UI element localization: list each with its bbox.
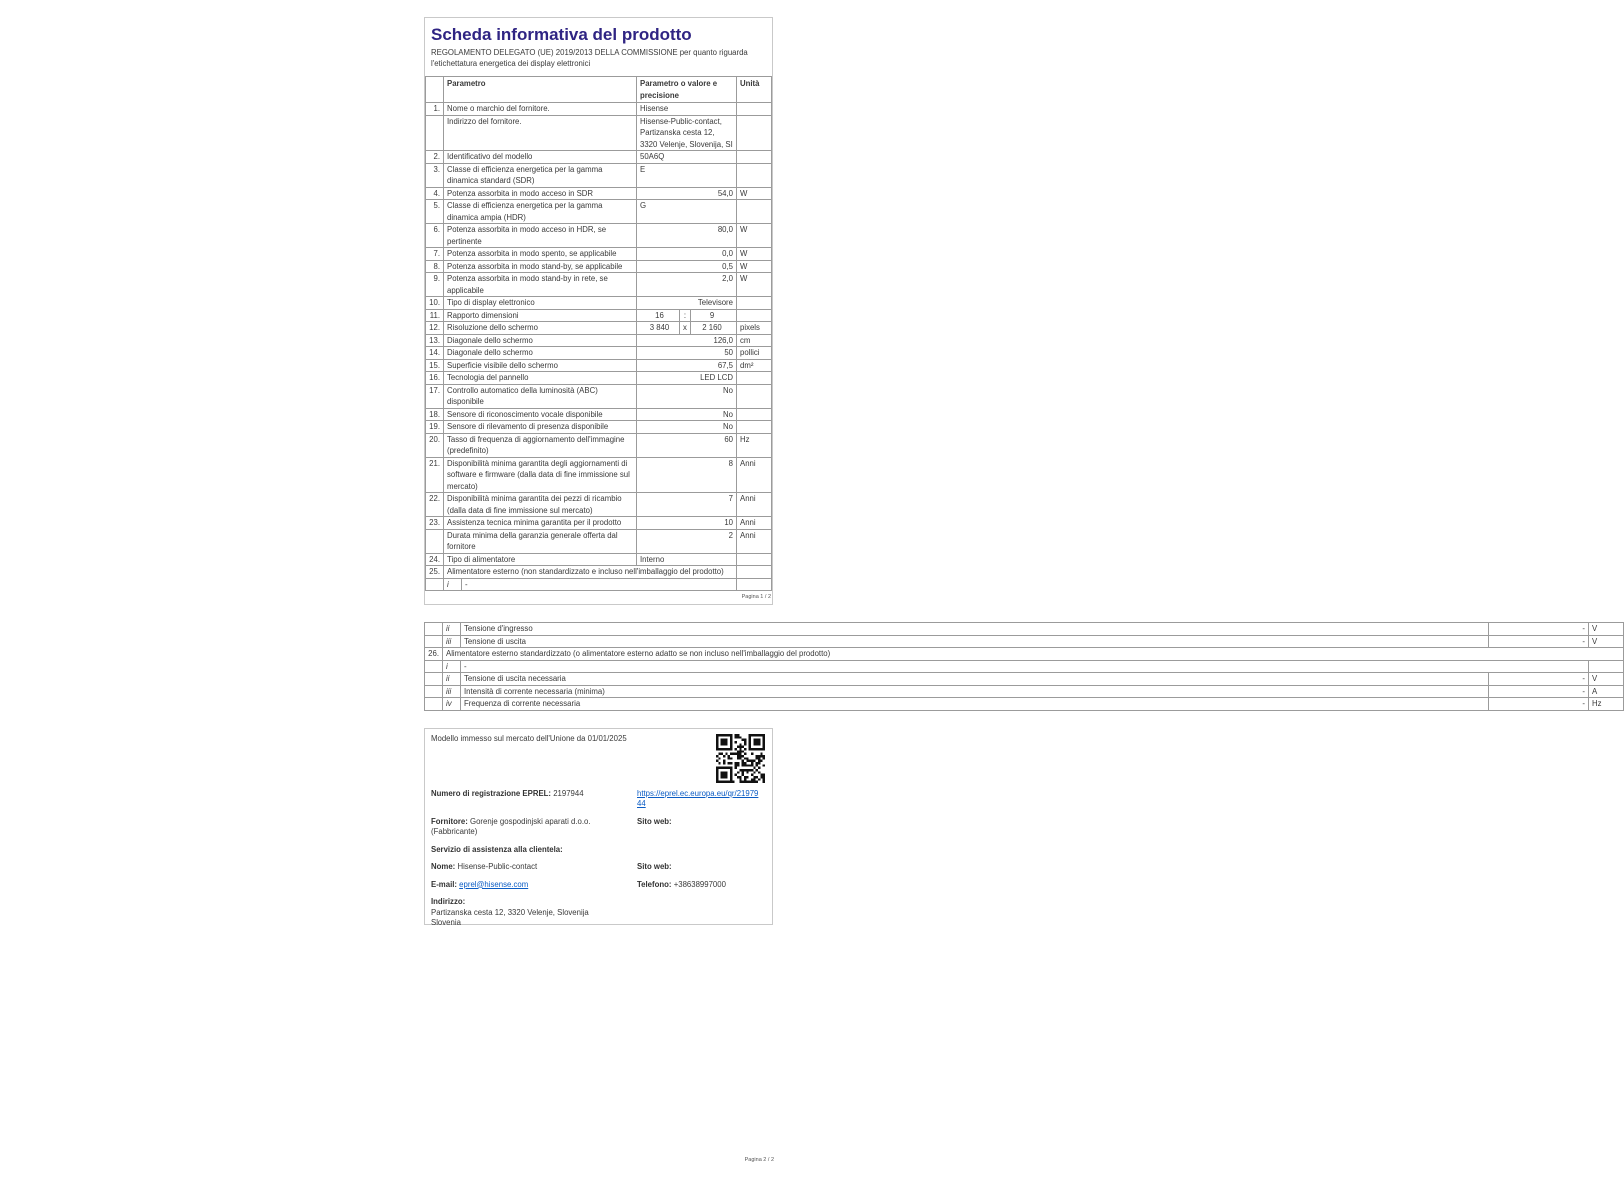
parameter-cell: Potenza assorbita in modo spento, se applicabile xyxy=(444,248,637,261)
unit-cell: W xyxy=(737,260,772,273)
value-cell: LED LCD xyxy=(637,372,737,385)
row-number-cell: 23. xyxy=(426,517,444,530)
parameter-cell: Alimentatore esterno (non standardizzato e incluso nell'imballaggio del prodotto) xyxy=(444,566,737,579)
row-number-cell: 3. xyxy=(426,163,444,187)
row-number-cell: 20. xyxy=(426,433,444,457)
unit-cell xyxy=(737,200,772,224)
value-cell: 60 xyxy=(637,433,737,457)
unit-cell xyxy=(737,163,772,187)
table-row xyxy=(426,187,772,200)
row-number-cell: 4. xyxy=(426,187,444,200)
supplier-label: Fornitore: xyxy=(431,816,468,826)
unit-cell xyxy=(737,578,772,591)
name-label: Nome: xyxy=(431,862,456,871)
value-cell: 8 xyxy=(637,457,737,493)
unit-cell: Hz xyxy=(1589,698,1624,711)
row-number-cell: 24. xyxy=(426,553,444,566)
value-cell: No xyxy=(637,384,737,408)
parameter-cell: Tensione di uscita xyxy=(461,635,1489,648)
row-number-cell: 12. xyxy=(426,322,444,335)
unit-cell xyxy=(737,566,772,579)
unit-cell xyxy=(737,297,772,310)
row-number-cell xyxy=(426,529,444,553)
roman-index-cell: iii xyxy=(443,685,461,698)
row-number-cell: 21. xyxy=(426,457,444,493)
value-cell: 2 xyxy=(637,529,737,553)
row-number-cell: 9. xyxy=(426,273,444,297)
parameter-cell: Sensore di rilevamento di presenza disponibile xyxy=(444,421,637,434)
parameter-cell: Tasso di frequenza di aggiornamento dell'immagine (predefinito) xyxy=(444,433,637,457)
address-line-2: Slovenia xyxy=(431,918,461,927)
value-cell: Hisense-Public-contact, Partizanska cesta 12, 3320 Velenje, Slovenija, SI xyxy=(637,115,737,151)
parameter-cell: Rapporto dimensioni xyxy=(444,309,637,322)
parameter-cell: Disponibilità minima garantita dei pezzi di ricambio (dalla data di fine immissione sul mercato) xyxy=(444,493,637,517)
table-row xyxy=(426,163,772,187)
parameter-cell: Diagonale dello schermo xyxy=(444,334,637,347)
table-row xyxy=(426,273,772,297)
parameter-cell: Identificativo del modello xyxy=(444,151,637,164)
table-row xyxy=(425,660,1624,673)
unit-cell: Anni xyxy=(737,529,772,553)
row-number-cell: 7. xyxy=(426,248,444,261)
page-1-footer: Pagina 1 / 2 xyxy=(741,594,771,600)
table-row xyxy=(426,359,772,372)
value-cell: 50 xyxy=(637,347,737,360)
row-number-cell: 19. xyxy=(426,421,444,434)
parameter-cell: Tipo di alimentatore xyxy=(444,553,637,566)
unit-cell: pollici xyxy=(737,347,772,360)
table-row xyxy=(426,322,772,335)
table-row xyxy=(426,566,772,579)
table-row xyxy=(426,115,772,151)
row-number-cell xyxy=(425,698,443,711)
row-number-cell: 11. xyxy=(426,309,444,322)
table-row xyxy=(425,673,1624,686)
page-1 xyxy=(424,17,773,605)
value-cell: 67,5 xyxy=(637,359,737,372)
customer-service-heading: Servizio di assistenza alla clientela: xyxy=(431,844,563,854)
table-row xyxy=(426,224,772,248)
email-link[interactable]: eprel@hisense.com xyxy=(459,879,529,889)
unit-cell xyxy=(737,309,772,322)
market-date-line: Modello immesso sul mercato dell'Unione da 01/01/2025 xyxy=(431,734,627,743)
parameter-cell: Tipo di display elettronico xyxy=(444,297,637,310)
header-unita: Unità xyxy=(737,77,772,103)
email-label: E-mail: xyxy=(431,879,457,889)
parameter-cell: Durata minima della garanzia generale offerta dal fornitore xyxy=(444,529,637,553)
unit-cell xyxy=(737,408,772,421)
unit-cell: W xyxy=(737,187,772,200)
row-number-cell xyxy=(426,115,444,151)
row-number-cell: 5. xyxy=(426,200,444,224)
parameter-cell: Nome o marchio del fornitore. xyxy=(444,103,637,116)
unit-cell: cm xyxy=(737,334,772,347)
table-row xyxy=(426,433,772,457)
unit-cell: W xyxy=(737,248,772,261)
unit-cell xyxy=(737,103,772,116)
table-row xyxy=(425,623,1624,636)
table-row xyxy=(426,309,772,322)
table-row xyxy=(426,260,772,273)
eprel-link[interactable]: https://eprel.ec.europa.eu/qr/2197944 xyxy=(637,788,759,808)
unit-cell: Hz xyxy=(737,433,772,457)
parameter-cell: Diagonale dello schermo xyxy=(444,347,637,360)
product-spec-table xyxy=(425,76,772,591)
value-cell: Hisense xyxy=(637,103,737,116)
row-number-cell: 22. xyxy=(426,493,444,517)
value-cell: - xyxy=(1489,635,1589,648)
table-row xyxy=(426,529,772,553)
roman-index-cell: ii xyxy=(443,623,461,636)
page-title: Scheda informativa del prodotto xyxy=(431,25,692,44)
value-cell: 54,0 xyxy=(637,187,737,200)
row-number-cell xyxy=(425,623,443,636)
parameter-cell: Classe di efficienza energetica per la gamma dinamica standard (SDR) xyxy=(444,163,637,187)
roman-index-cell: iv xyxy=(443,698,461,711)
row-number-cell: 25. xyxy=(426,566,444,579)
unit-cell: V xyxy=(1589,623,1624,636)
address-block xyxy=(431,897,766,929)
parameter-cell: Classe di efficienza energetica per la gamma dinamica ampia (HDR) xyxy=(444,200,637,224)
value-cell: 50A6Q xyxy=(637,151,737,164)
address-line-1: Partizanska cesta 12, 3320 Velenje, Slovenija xyxy=(431,907,589,917)
unit-cell xyxy=(737,372,772,385)
value-cell: E xyxy=(637,163,737,187)
table-row xyxy=(426,297,772,310)
value-cell: - xyxy=(1489,623,1589,636)
row-number-cell: 10. xyxy=(426,297,444,310)
value-cell: Televisore xyxy=(637,297,737,310)
table-row xyxy=(426,347,772,360)
table-row xyxy=(426,493,772,517)
value-cell xyxy=(637,309,737,322)
table-row xyxy=(425,648,1624,661)
regulation-subtitle: REGOLAMENTO DELEGATO (UE) 2019/2013 DELLA COMMISSIONE per quanto riguarda l'etichettatura energetica dei display elettronici xyxy=(431,48,748,68)
row-number-cell xyxy=(425,685,443,698)
table-row xyxy=(426,421,772,434)
table-row xyxy=(425,635,1624,648)
value-cell: 0,5 xyxy=(637,260,737,273)
row-number-cell: 8. xyxy=(426,260,444,273)
parameter-cell: Indirizzo del fornitore. xyxy=(444,115,637,151)
parameter-cell: Risoluzione dello schermo xyxy=(444,322,637,335)
header-parametro: Parametro xyxy=(444,77,637,103)
product-spec-table-continued xyxy=(424,622,1624,711)
table-row xyxy=(426,408,772,421)
parameter-cell: Potenza assorbita in modo acceso in HDR, se pertinente xyxy=(444,224,637,248)
table-row xyxy=(426,517,772,530)
page-2-footer: Pagina 2 / 2 xyxy=(744,1157,774,1163)
value-cell: - xyxy=(1489,685,1589,698)
value-part: : xyxy=(679,310,691,322)
value-cell xyxy=(637,322,737,335)
row-number-cell: 16. xyxy=(426,372,444,385)
unit-cell: Anni xyxy=(737,493,772,517)
table-row xyxy=(426,103,772,116)
value-part: 16 xyxy=(655,310,664,320)
table-row xyxy=(426,457,772,493)
value-part: 9 xyxy=(709,310,715,320)
value-part: 2 160 xyxy=(702,323,722,332)
table-row xyxy=(426,248,772,261)
unit-cell: V xyxy=(1589,673,1624,686)
service-name-row xyxy=(431,862,766,873)
row-number-cell: 14. xyxy=(426,347,444,360)
unit-cell: Anni xyxy=(737,517,772,530)
row-number-cell xyxy=(425,635,443,648)
value-cell: 126,0 xyxy=(637,334,737,347)
row-number-cell: 6. xyxy=(426,224,444,248)
row-number-cell: 15. xyxy=(426,359,444,372)
table-row xyxy=(426,151,772,164)
phone-label: Telefono: xyxy=(637,879,672,889)
parameter-cell: Disponibilità minima garantita degli aggiornamenti di software e firmware (dalla data di fine immissione sul mercato) xyxy=(444,457,637,493)
value-cell: - xyxy=(1489,673,1589,686)
table-header-row xyxy=(426,77,772,103)
value-cell: - xyxy=(462,578,737,591)
row-number-cell: 13. xyxy=(426,334,444,347)
header-number-cell xyxy=(426,77,444,103)
table-row xyxy=(426,200,772,224)
eprel-number: 2197944 xyxy=(553,788,584,798)
parameter-cell: Potenza assorbita in modo acceso in SDR xyxy=(444,187,637,200)
website-label-2: Sito web: xyxy=(637,862,672,871)
address-label: Indirizzo: xyxy=(431,897,466,906)
parameter-cell: Tensione di uscita necessaria xyxy=(461,673,1489,686)
unit-cell: dm² xyxy=(737,359,772,372)
qr-code xyxy=(716,734,765,783)
value-cell: 80,0 xyxy=(637,224,737,248)
value-cell: - xyxy=(461,660,1589,673)
value-cell: 2,0 xyxy=(637,273,737,297)
value-cell: - xyxy=(1489,698,1589,711)
row-number-cell xyxy=(425,673,443,686)
unit-cell xyxy=(737,115,772,151)
parameter-cell: Potenza assorbita in modo stand-by, se applicabile xyxy=(444,260,637,273)
unit-cell: W xyxy=(737,273,772,297)
unit-cell xyxy=(1589,660,1624,673)
eprel-info-box xyxy=(424,728,773,925)
unit-cell: V xyxy=(1589,635,1624,648)
unit-cell: W xyxy=(737,224,772,248)
row-number-cell: 2. xyxy=(426,151,444,164)
parameter-cell: Assistenza tecnica minima garantita per il prodotto xyxy=(444,517,637,530)
row-number-cell: 18. xyxy=(426,408,444,421)
row-number-cell: 17. xyxy=(426,384,444,408)
header-valore: Parametro o valore e precisione xyxy=(637,77,737,103)
parameter-cell: Tensione d'ingresso xyxy=(461,623,1489,636)
parameter-cell: Potenza assorbita in modo stand-by in rete, se applicabile xyxy=(444,273,637,297)
roman-index-cell: i xyxy=(443,660,461,673)
value-cell: No xyxy=(637,421,737,434)
row-number-cell: 1. xyxy=(426,103,444,116)
value-cell: 0,0 xyxy=(637,248,737,261)
unit-cell: pixels xyxy=(737,322,772,335)
unit-cell xyxy=(737,384,772,408)
unit-cell: A xyxy=(1589,685,1624,698)
table-row xyxy=(425,698,1624,711)
value-cell: Interno xyxy=(637,553,737,566)
roman-index-cell: ii xyxy=(443,673,461,686)
table-row xyxy=(426,578,772,591)
table-row xyxy=(426,334,772,347)
parameter-cell: Intensità di corrente necessaria (minima) xyxy=(461,685,1489,698)
parameter-cell: Frequenza di corrente necessaria xyxy=(461,698,1489,711)
value-cell: 10 xyxy=(637,517,737,530)
supplier-row xyxy=(431,817,766,838)
roman-index-cell: i xyxy=(444,578,462,591)
unit-cell xyxy=(737,421,772,434)
unit-cell: Anni xyxy=(737,457,772,493)
row-number-cell xyxy=(425,660,443,673)
table-row xyxy=(425,685,1624,698)
parameter-cell: Sensore di riconoscimento vocale disponibile xyxy=(444,408,637,421)
email-phone-row xyxy=(431,880,766,891)
website-label: Sito web: xyxy=(637,816,672,826)
eprel-registration-row xyxy=(431,789,766,810)
supplier-value: Gorenje gospodinjski aparati d.o.o. (Fabbricante) xyxy=(431,816,591,836)
parameter-cell: Alimentatore esterno standardizzato (o alimentatore esterno adatto se non incluso nell'imballaggio del prodotto) xyxy=(443,648,1624,661)
value-part: x xyxy=(679,322,691,334)
table-row xyxy=(426,384,772,408)
name-value: Hisense-Public-contact xyxy=(457,862,538,871)
table-row xyxy=(426,372,772,385)
value-cell: G xyxy=(637,200,737,224)
value-cell: No xyxy=(637,408,737,421)
unit-cell xyxy=(737,151,772,164)
phone-value: +38638997000 xyxy=(673,879,726,889)
parameter-cell: Tecnologia del pannello xyxy=(444,372,637,385)
roman-index-cell: iii xyxy=(443,635,461,648)
parameter-cell: Superficie visibile dello schermo xyxy=(444,359,637,372)
row-number-cell: 26. xyxy=(425,648,443,661)
value-part: 3 840 xyxy=(649,323,670,332)
unit-cell xyxy=(737,553,772,566)
row-number-cell xyxy=(426,578,444,591)
eprel-label: Numero di registrazione EPREL: xyxy=(431,788,552,798)
table-row xyxy=(426,553,772,566)
value-cell: 7 xyxy=(637,493,737,517)
parameter-cell: Controllo automatico della luminosità (ABC) disponibile xyxy=(444,384,637,408)
